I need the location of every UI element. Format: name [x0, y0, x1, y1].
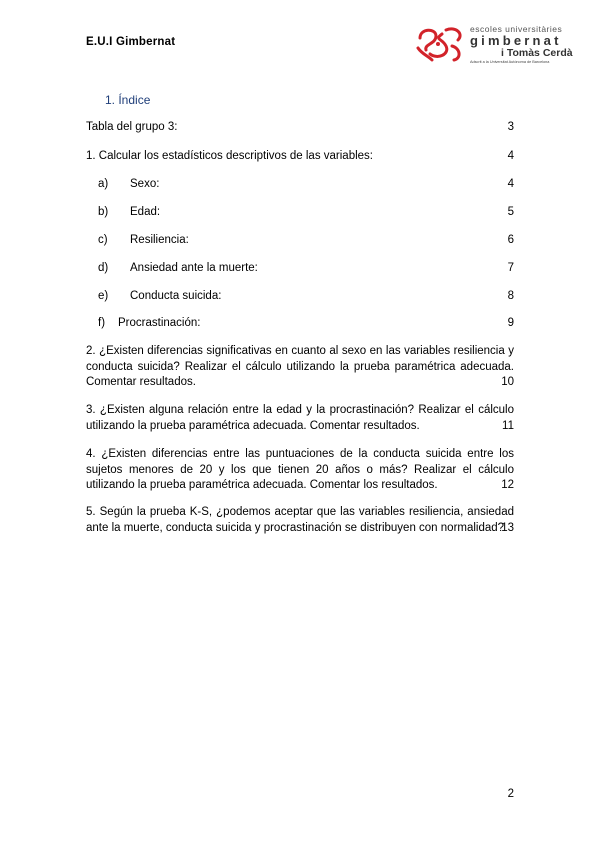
toc-label: 1. Calcular los estadísticos descriptivos de las variables: — [86, 150, 373, 162]
toc-page: 3 — [507, 121, 514, 133]
toc-subitem-conducta[interactable]: Conducta suicida: — [130, 290, 222, 302]
toc-subitem-letter: a) — [98, 178, 109, 190]
toc-page: 12 — [501, 479, 514, 492]
toc-page: 8 — [507, 290, 514, 302]
index-title: 1. Índice — [105, 93, 151, 107]
toc-subitem-resiliencia[interactable]: Resiliencia: — [130, 234, 189, 246]
page-number: 2 — [507, 788, 514, 800]
toc-question-text: 5. Según la prueba K-S, ¿podemos aceptar que las variables resiliencia, ansiedad ante la muerte, conducta suicida y procrastinación se distribuyen con normalidad? — [86, 506, 514, 534]
toc-subitem-ansiedad[interactable]: Ansiedad ante la muerte: — [130, 262, 258, 274]
logo-text-line1: escoles universitàries — [470, 24, 563, 34]
toc-page: 4 — [507, 178, 514, 190]
logo-text-line4: Adscrit a la Universitat Autònoma de Barcelona — [470, 60, 550, 64]
logo-text-line3: i Tomàs Cerdà — [501, 47, 573, 59]
toc-subitem-edad[interactable]: Edad: — [130, 206, 161, 218]
toc-page: 10 — [501, 376, 514, 389]
toc-page: 7 — [507, 262, 514, 274]
toc-subitem-letter: d) — [98, 262, 109, 274]
toc-question-2[interactable] — [86, 344, 514, 391]
toc-subitem-letter: c) — [98, 234, 108, 246]
toc-subitem-letter: f) — [98, 317, 106, 329]
toc-question-text: 3. ¿Existen alguna relación entre la edad y la procrastinación? Realizar el cálculo utilizando la prueba paramétrica adecuada. Comentar resultados. — [86, 404, 514, 432]
toc-question-3[interactable] — [86, 403, 514, 434]
toc-subitem-sexo[interactable]: Sexo: — [130, 178, 160, 190]
toc-question-text: 2. ¿Existen diferencias significativas en cuanto al sexo en las variables resiliencia y conducta suicida? Realizar el cálculo utilizando la prueba paramétrica adecuada. Comentar resultados. — [86, 345, 514, 389]
toc-subitem-letter: e) — [98, 290, 109, 302]
gimbernat-logo-icon — [416, 24, 466, 64]
toc-entry-item1[interactable] — [86, 149, 373, 164]
toc-question-4[interactable] — [86, 447, 514, 494]
toc-page: 11 — [502, 419, 514, 432]
toc-page: 4 — [507, 150, 514, 162]
toc-entry-group-table[interactable] — [86, 120, 177, 135]
toc-page: 5 — [507, 206, 514, 218]
toc-question-5[interactable] — [86, 505, 514, 536]
toc-page: 6 — [507, 234, 514, 246]
header-title: E.U.I Gimbernat — [86, 36, 176, 48]
toc-subitem-letter: b) — [98, 206, 109, 218]
logo-text-line2: gimbernat — [470, 33, 562, 48]
toc-page: 13 — [501, 521, 514, 534]
toc-label: Tabla del grupo 3: — [86, 121, 178, 133]
toc-subitem-procrastinacion[interactable]: Procrastinación: — [118, 317, 201, 329]
university-logo — [416, 22, 576, 68]
toc-page: 9 — [507, 317, 514, 329]
toc-question-text: 4. ¿Existen diferencias entre las puntuaciones de la conducta suicida entre los sujetos menores de 20 y los que tienen 20 años o más? Realizar el cálculo utilizando la prueba paramétrica adecuada. Comentar los resultados. — [86, 448, 514, 492]
